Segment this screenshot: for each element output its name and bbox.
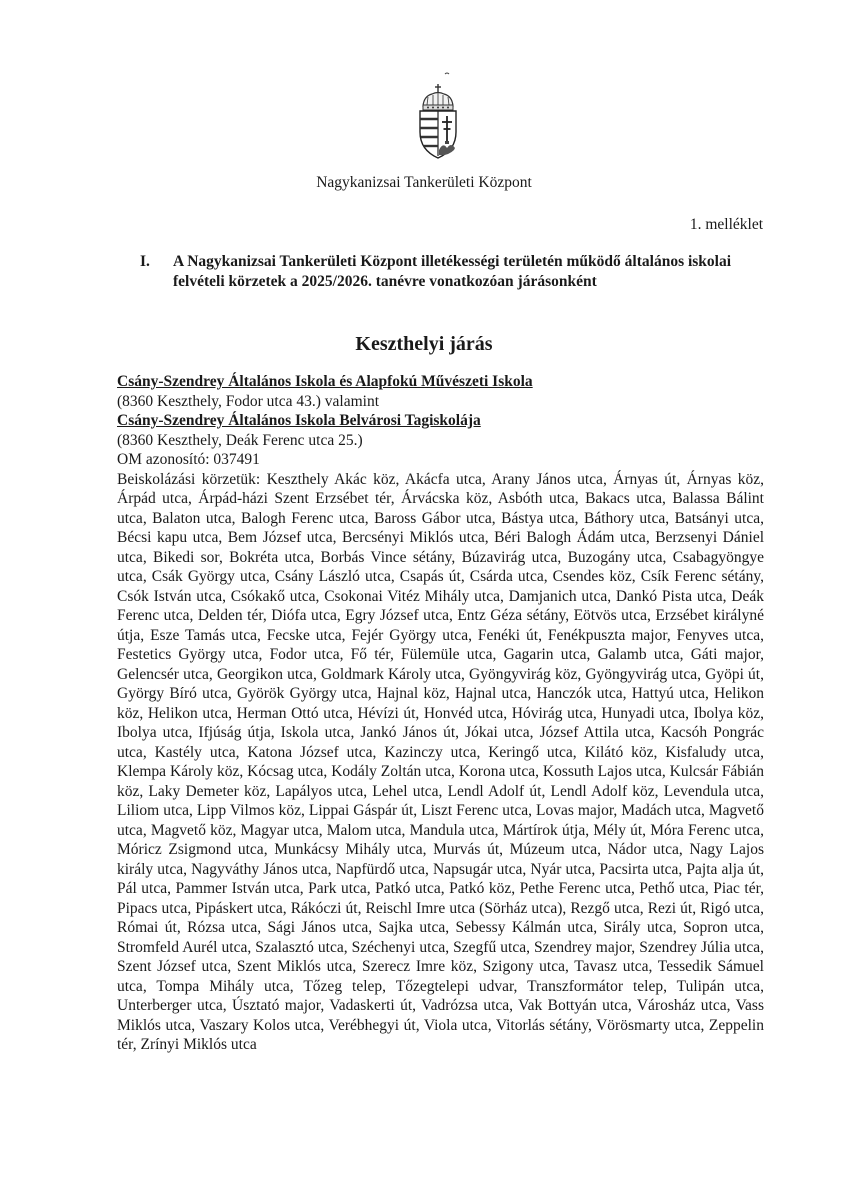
district-title: Keszthelyi járás xyxy=(355,333,493,355)
school-name-branch: Csány-Szendrey Általános Iskola Belvárosi Tagiskolája xyxy=(117,412,481,429)
school-address-branch: (8360 Keszthely, Deák Ferenc utca 25.) xyxy=(117,431,363,449)
section-title: A Nagykanizsai Tankerületi Központ illetékességi területén működő általános iskolai felvételi körzetek a 2025/2026. tanévre vonatkozóan járásonként xyxy=(173,253,732,290)
catchment-street-list: Beiskolázási körzetük: Keszthely Akác köz, Akácfa utca, Arany János utca, Árnyas út, Árnyas köz, Árpád utca, Árpád-házi Szent Erzsébet tér, Árvácska köz, Asbóth utca, Bakacs utca, Balassa Bálint utca, Balaton utca, Balogh Ferenc utca, Baross Gábor utca, Bástya utca, Báthory utca, Batsányi utca, Bécsi kapu utca, Bem József utca, Bercsényi Miklós utca, Béri Balogh Ádám utca, Berzsenyi Dániel utca, Bikedi sor, Bokréta utca, Borbás Vince sétány, Búzavirág utca, Buzogány utca, Csabagyöngye utca, Csák György utca, Csány László utca, Csapás út, Csárda utca, Csendes köz, Csík Ferenc sétány, Csók István utca, Csókakő utca, Csokonai Vitéz Mihály utca, Damjanich utca, Dankó Pista utca, Deák Ferenc utca, Delden tér, Diófa utca, Egry József utca, Entz Géza sétány, Eötvös utca, Erzsébet királyné útja, Esze Tamás utca, Fecske utca, Fejér György utca, Fenéki út, Fenékpuszta major, Fenyves utca, Festetics György utca, Fodor utca, Fő tér, Fülemüle utca, Gagarin utca, Galamb utca, Gáti major, Gelencsér utca, Georgikon utca, Goldmark Károly utca, Gyöngyvirág köz, Gyöngyvirág utca, Gyöpi út, György Bíró utca, Györök György utca, Hajnal köz, Hajnal utca, Hanczók utca, Hattyú utca, Helikon köz, Helikon utca, Herman Ottó utca, Hévízi út, Honvéd utca, Hóvirág utca, Hunyadi utca, Ibolya köz, Ibolya utca, Ifjúság útja, Iskola utca, Jankó János út, Jókai utca, József Attila utca, Kacsóh Pongrác utca, Kastély utca, Katona József utca, Kazinczy utca, Keringő utca, Kilátó köz, Kisfaludy utca, Klempa Károly köz, Kócsag utca, Kodály Zoltán utca, Korona utca, Kossuth Lajos utca, Kulcsár Fábián köz, Laky Demeter köz, Lapályos utca, Lehel utca, Lendl Adolf út, Lendl Adolf köz, Levendula utca, Liliom utca, Lipp Vilmos köz, Lippai Gáspár út, Liszt Ferenc utca, Lovas major, Madách utca, Magvető utca, Magvető köz, Magyar utca, Malom utca, Mandula utca, Mártírok útja, Mély út, Móra Ferenc utca, Móricz Zsigmond utca, Munkácsy Mihály utca, Murvás út, Múzeum utca, Nádor utca, Nagy Lajos király utca, Nagyváthy János utca, Napfürdő utca, Napsugár utca, Nyár utca, Pacsirta utca, Pajta alja út, Pál utca, Pammer István utca, Park utca, Patkó utca, Patkó köz, Pethe Ferenc utca, Pethő utca, Piac tér, Pipacs utca, Pipáskert utca, Rákóczi út, Reischl Imre utca (Sörház utca), Rezgő utca, Rezi út, Rigó utca, Római út, Rózsa utca, Sági János utca, Sajka utca, Sebessy Kálmán utca, Sirály utca, Sopron utca, Stromfeld Aurél utca, Szalasztó utca, Széchenyi utca, Szegfű utca, Szendrey major, Szendrey Júlia utca, Szent József utca, Szent Miklós utca, Szerecz Imre köz, Szigony utca, Tavasz utca, Tessedik Sámuel utca, Tompa Mihály utca, Tőzeg telep, Tőzegtelepi udvar, Transzformátor telep, Tulipán utca, Unterberger utca, Úsztató major, Vadaskerti út, Vadrózsa utca, Vak Bottyán utca, Városház utca, Vass Miklós utca, Vaszary Kolos utca, Verébhegyi út, Viola utca, Vitorlás sétány, Vörösmarty utca, Zeppelin tér, Zrínyi Miklós utca xyxy=(117,470,764,1053)
om-identifier: OM azonosító: 037491 xyxy=(117,451,260,468)
organization-name: Nagykanizsai Tankerületi Központ xyxy=(316,174,532,191)
section-heading xyxy=(140,252,780,292)
school-entry xyxy=(117,372,764,1055)
hungarian-coat-of-arms-icon xyxy=(414,70,462,162)
school-address-main: (8360 Keszthely, Fodor utca 43.) valamint xyxy=(117,392,380,410)
annex-label: 1. melléklet xyxy=(689,216,763,233)
school-name-main: Csány-Szendrey Általános Iskola és Alapfokú Művészeti Iskola xyxy=(117,373,533,390)
section-number: I. xyxy=(140,253,150,270)
